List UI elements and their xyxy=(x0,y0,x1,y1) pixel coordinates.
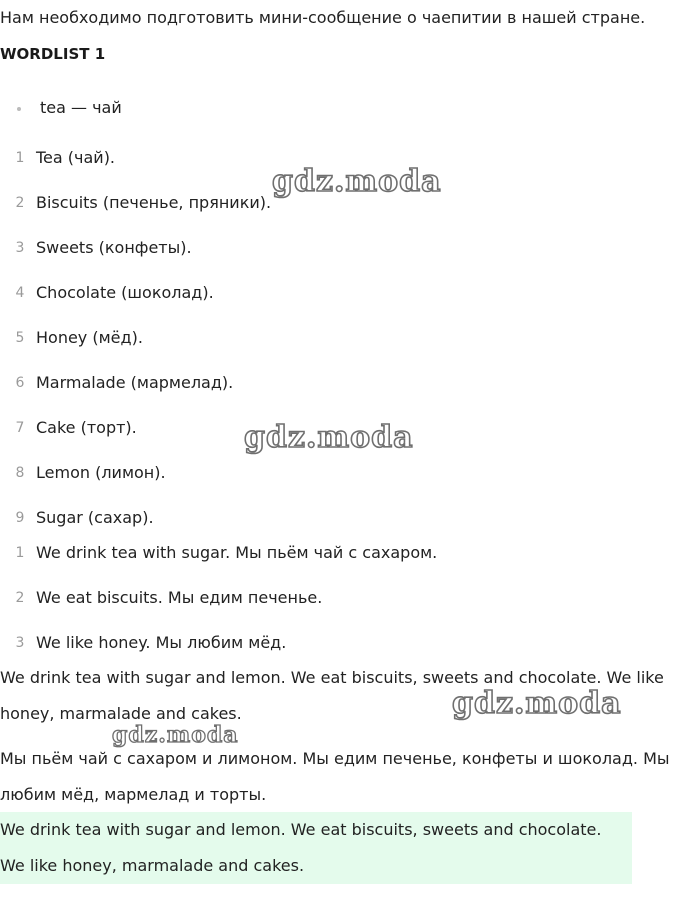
item-text: Cake (торт). xyxy=(36,418,137,437)
bullet-text: tea — чай xyxy=(40,98,122,117)
item-text: We like honey. Мы любим мёд. xyxy=(36,633,287,652)
item-number: 5 xyxy=(15,330,25,346)
item-text: Tea (чай). xyxy=(36,148,116,167)
item-number: 4 xyxy=(15,285,25,301)
highlight-line: We like honey, marmalade and cakes. xyxy=(0,856,305,875)
wordlist-item xyxy=(0,461,680,485)
wordlist-item xyxy=(0,281,680,305)
item-text: Marmalade (мармелад). xyxy=(36,373,234,392)
item-text: Biscuits (печенье, пряники). xyxy=(36,193,272,212)
item-text: We eat biscuits. Мы едим печенье. xyxy=(36,588,323,607)
item-text: Sugar (сахар). xyxy=(36,508,154,527)
wordlist-item xyxy=(0,506,680,530)
item-number: 7 xyxy=(15,420,25,436)
highlight-line: We drink tea with sugar and lemon. We eat biscuits, sweets and chocolate. xyxy=(0,820,602,839)
item-text: Chocolate (шоколад). xyxy=(36,283,214,302)
item-text: Lemon (лимон). xyxy=(36,463,166,482)
sentence-item xyxy=(0,586,680,610)
wordlist-item xyxy=(0,326,680,350)
item-number: 9 xyxy=(15,510,25,526)
item-number: 3 xyxy=(15,635,25,651)
intro-text: Нам необходимо подготовить мини-сообщение о чаепитии в нашей стране. xyxy=(0,8,646,27)
item-text: We drink tea with sugar. Мы пьём чай с сахаром. xyxy=(36,543,438,562)
wordlist-item xyxy=(0,236,680,260)
wordlist-item xyxy=(0,371,680,395)
wordlist-heading: WORDLIST 1 xyxy=(0,45,106,63)
highlight-text xyxy=(0,812,632,884)
item-number: 2 xyxy=(15,195,25,211)
sentence-item xyxy=(0,541,680,565)
watermark-logo: gdz.moda xyxy=(244,420,414,455)
sentence-item xyxy=(0,631,680,655)
item-number: 1 xyxy=(15,545,25,561)
bullet-dot-icon xyxy=(17,107,21,111)
item-number: 2 xyxy=(15,590,25,606)
item-number: 6 xyxy=(15,375,25,391)
paragraph-russian: Мы пьём чай с сахаром и лимоном. Мы едим печенье, конфеты и шоколад. Мы любим мёд, мармелад и торты. xyxy=(0,749,670,804)
item-text: Sweets (конфеты). xyxy=(36,238,192,257)
item-text: Honey (мёд). xyxy=(36,328,143,347)
watermark-logo: gdz.moda xyxy=(452,686,622,721)
item-number: 3 xyxy=(15,240,25,256)
watermark-logo: gdz.moda xyxy=(272,164,442,199)
watermark-logo: gdz.moda xyxy=(112,722,239,748)
item-number: 8 xyxy=(15,465,25,481)
item-number: 1 xyxy=(15,150,25,166)
paragraph-english: We drink tea with sugar and lemon. We eat biscuits, sweets and chocolate. We like honey, marmalade and cakes. xyxy=(0,668,664,723)
